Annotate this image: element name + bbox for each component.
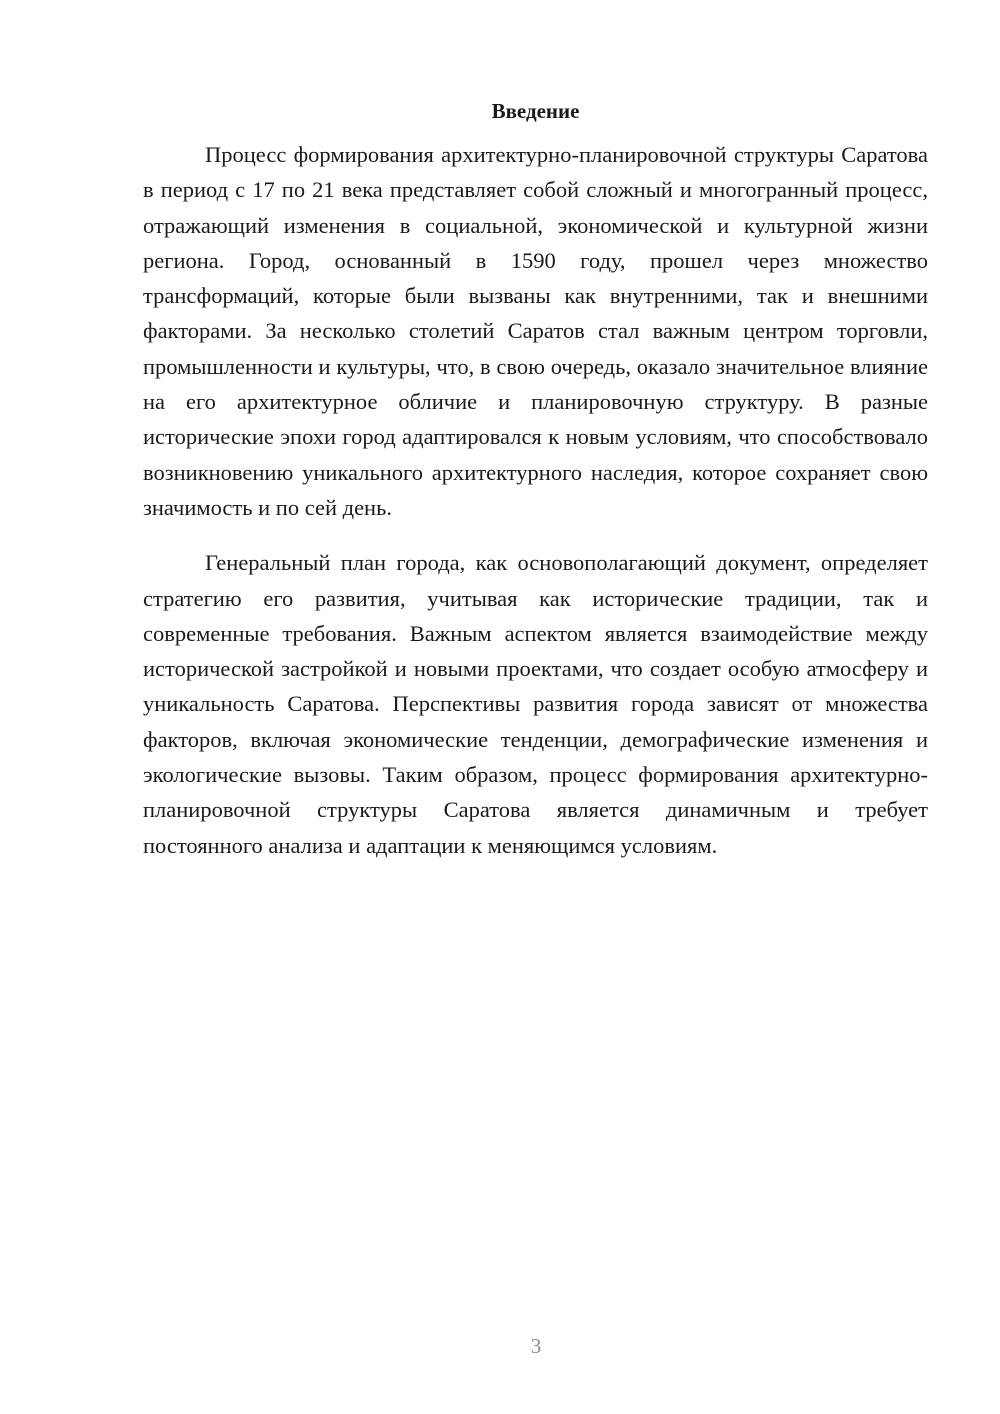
section-title: Введение: [491, 99, 580, 123]
page-number: 3: [530, 1334, 542, 1358]
paragraph-1: Процесс формирования архитектурно-планировочной структуры Саратова в период с 17 по 21 века представляет собой сложный и многогранный процесс, отражающий изменения в социальной, экономической и культурной жизни региона. Город, основанный в 1590 году, прошел через множество трансформаций, которые были вызваны как внутренними, так и внешними факторами. За несколько столетий Саратов стал важным центром торговли, промышленности и культуры, что, в свою очередь, оказало значительное влияние на его архитектурное обличие и планировочную структуру. В разные исторические эпохи город адаптировался к новым условиям, что способствовало возникновению уникального архитектурного наследия, которое сохраняет свою значимость и по сей день.: [143, 142, 928, 520]
paragraph-2: Генеральный план города, как основополагающий документ, определяет стратегию его развития, учитывая как исторические традиции, так и современные требования. Важным аспектом является взаимодействие между исторической застройкой и новыми проектами, что создает особую атмосферу и уникальность Саратова. Перспективы развития города зависят от множества факторов, включая экономические тенденции, демографические изменения и экологические вызовы. Таким образом, процесс формирования архитектурно-планировочной структуры Саратова является динамичным и требует постоянного анализа и адаптации к меняющимся условиям.: [143, 550, 928, 858]
page-content: [143, 95, 928, 863]
